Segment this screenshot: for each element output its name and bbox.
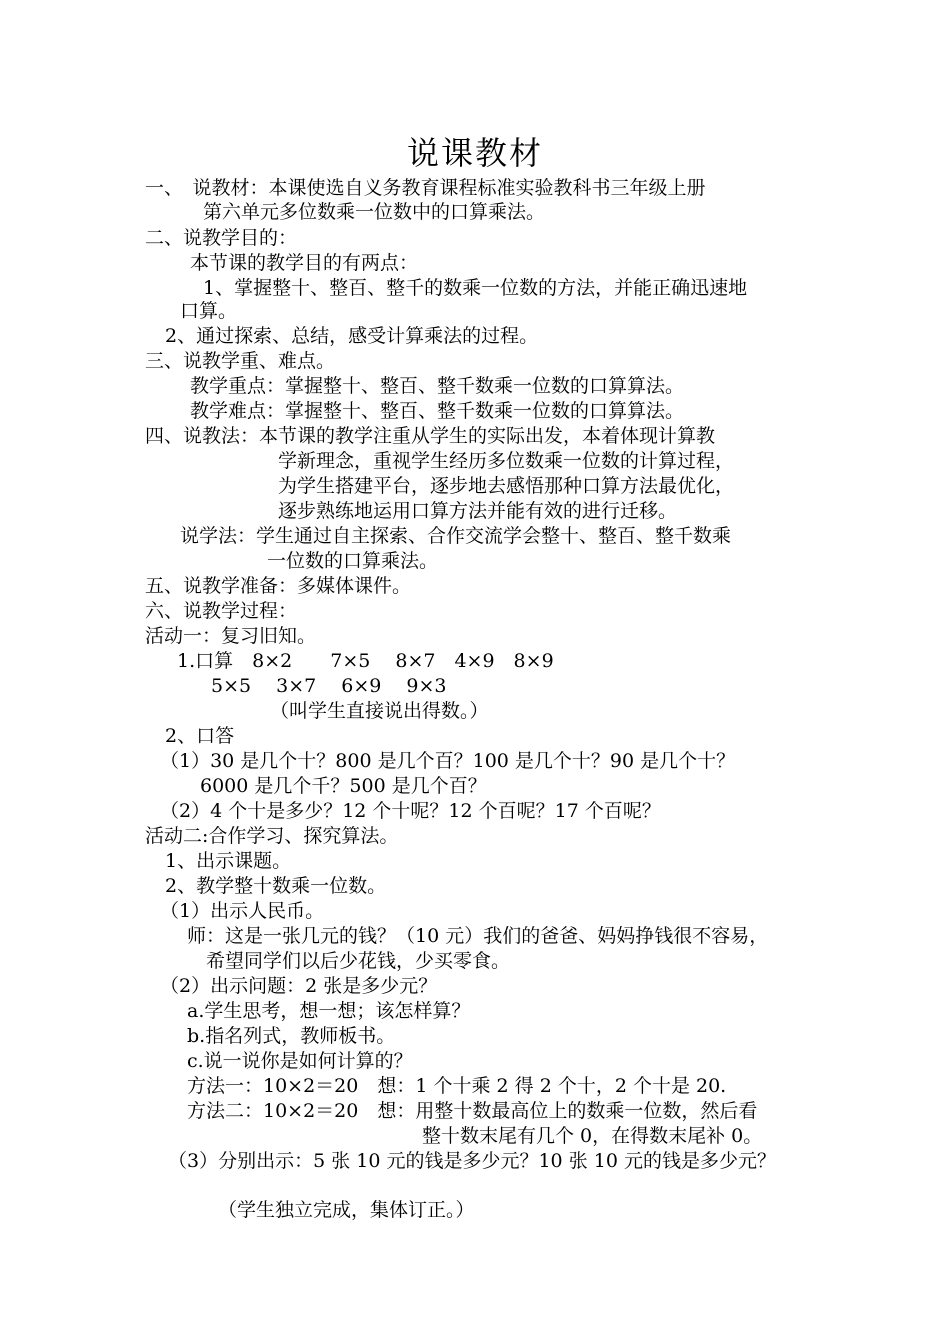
text-line: 逐步熟练地运用口算方法并能有效的进行迁移。	[278, 500, 678, 522]
text-line: b.指名列式，教师板书。	[187, 1025, 396, 1047]
text-line: （1）30 是几个十？800 是几个百？100 是几个十？90 是几个十？	[160, 750, 736, 772]
text-line: 5×5 3×7 6×9 9×3	[211, 675, 447, 697]
text-line: 1、掌握整十、整百、整千的数乘一位数的方法，并能正确迅速地	[203, 277, 748, 299]
text-line: 一、 说教材：本课使选自义务教育课程标准实验教科书三年级上册	[145, 177, 706, 199]
text-line: 1、出示课题。	[165, 850, 292, 872]
text-line: 口算。	[180, 300, 238, 322]
text-line: （3）分别出示：5 张 10 元的钱是多少元？10 张 10 元的钱是多少元？	[168, 1150, 776, 1172]
text-line: 五、说教学准备：多媒体课件。	[145, 575, 412, 597]
document-title: 说课教材	[406, 134, 543, 172]
text-line: （2）4 个十是多少？12 个十呢？12 个百呢？17 个百呢？	[160, 800, 661, 822]
text-line: 活动一：复习旧知。	[145, 625, 317, 647]
text-line: 2、通过探索、总结，感受计算乘法的过程。	[165, 325, 539, 347]
text-line: （2）出示问题：2 张是多少元？	[160, 975, 438, 997]
text-line: 师：这是一张几元的钱？（10 元）我们的爸爸、妈妈挣钱很不容易，	[187, 925, 769, 947]
text-line: 2、口答	[165, 725, 235, 747]
text-line: 二、说教学目的：	[145, 227, 298, 249]
text-line: 1.口算 8×2 7×5 8×7 4×9 8×9	[177, 650, 554, 672]
text-line: （叫学生直接说出得数。）	[270, 700, 489, 722]
text-line: 教学难点：掌握整十、整百、整千数乘一位数的口算算法。	[190, 400, 685, 422]
text-line: 方法二：10×2＝20 想：用整十数最高位上的数乘一位数，然后看	[187, 1100, 758, 1122]
text-line: 2、教学整十数乘一位数。	[165, 875, 387, 897]
text-line: （1）出示人民币。	[160, 900, 325, 922]
text-line: 为学生搭建平台，逐步地去感悟那种口算方法最优化，	[278, 475, 735, 497]
text-line: 整十数末尾有几个 0，在得数末尾补 0。	[422, 1125, 763, 1147]
text-line: c.说一说你是如何计算的？	[187, 1050, 413, 1072]
text-line: 学新理念，重视学生经历多位数乘一位数的计算过程，	[278, 450, 735, 472]
text-line: 三、说教学重、难点。	[145, 350, 336, 372]
text-line: 教学重点：掌握整十、整百、整千数乘一位数的口算算法。	[190, 375, 685, 397]
text-line: 一位数的口算乘法。	[267, 550, 439, 572]
text-line: 方法一：10×2＝20 想：1 个十乘 2 得 2 个十，2 个十是 20.	[187, 1075, 727, 1097]
text-line: a.学生思考，想一想；该怎样算？	[187, 1000, 471, 1022]
text-line: 希望同学们以后少花钱，少买零食。	[206, 950, 511, 972]
text-line: 四、说教法：本节课的教学注重从学生的实际出发，本着体现计算教	[145, 425, 716, 447]
text-line: （学生独立完成，集体订正。）	[218, 1199, 475, 1221]
text-line: 活动二:合作学习、探究算法。	[145, 825, 399, 847]
text-line: 说学法：学生通过自主探索、合作交流学会整十、整百、整千数乘	[180, 525, 732, 547]
text-line: 本节课的教学目的有两点：	[190, 252, 419, 274]
text-line: 6000 是几个千？500 是几个百？	[200, 775, 487, 797]
text-line: 六、说教学过程：	[145, 600, 298, 622]
text-line: 第六单元多位数乘一位数中的口算乘法。	[203, 201, 546, 223]
